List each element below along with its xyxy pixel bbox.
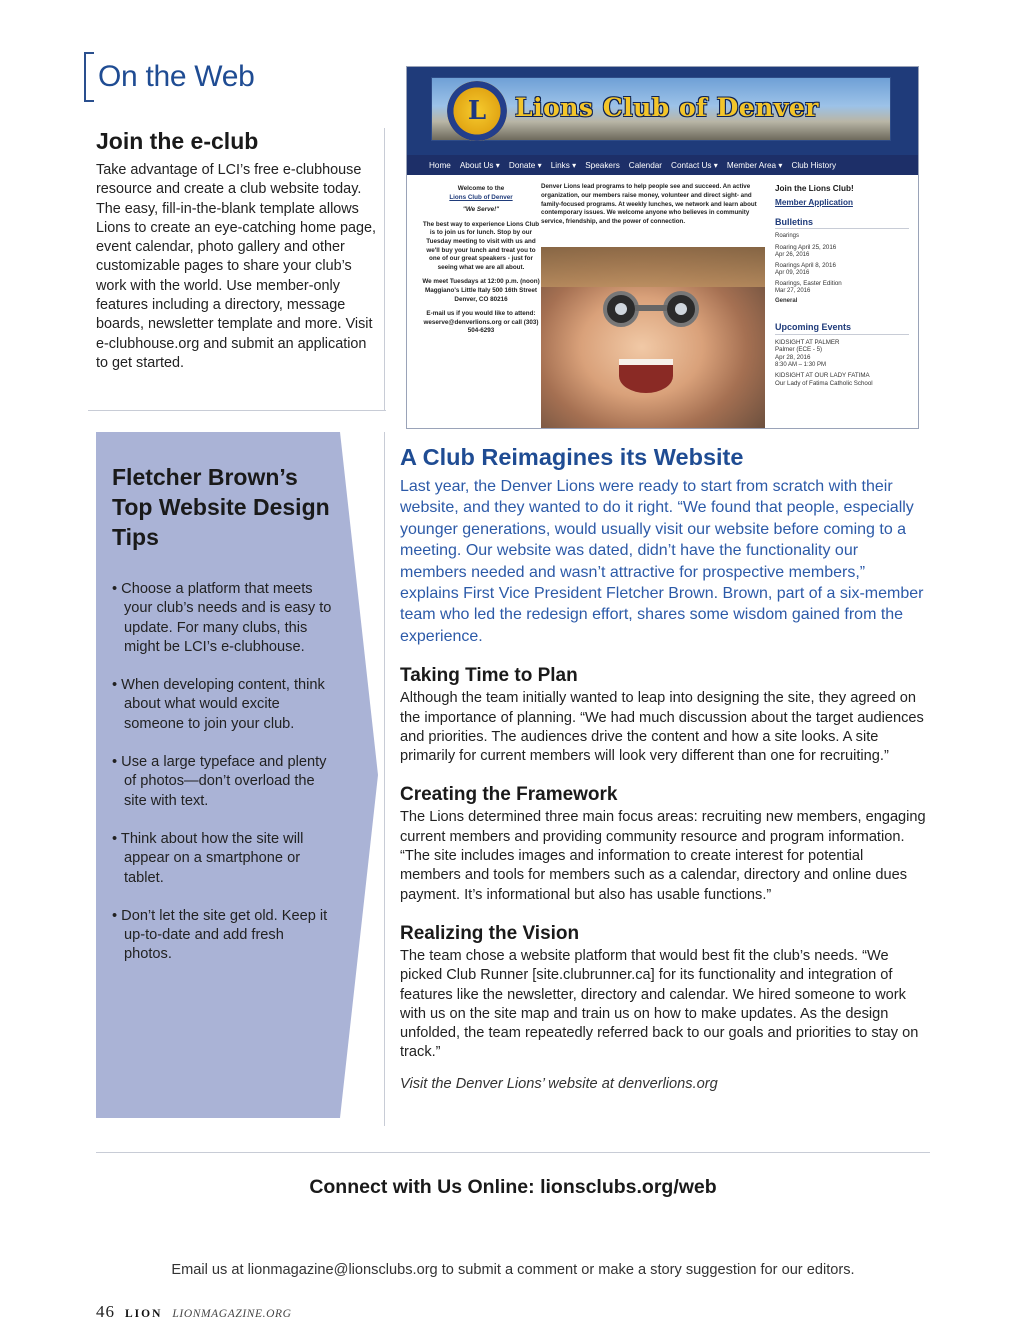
trial-frame-glasses [591, 289, 711, 329]
nav-speakers: Speakers [585, 160, 620, 170]
bulletin-item: Roaring April 25, 2016 [775, 243, 837, 251]
website-body [407, 175, 918, 429]
website-screenshot [406, 66, 919, 429]
magazine-url: LIONMAGAZINE.ORG [172, 1308, 292, 1320]
paragraph-framework: The Lions determined three main focus areas: recruiting new members, engaging current members and providing community resource and program information. “The site includes images and information to create interest for potential members and tools for members such as a calendar, directory and online dues payment. It’s informational but also has usable functions.” [400, 809, 926, 903]
eclub-body: Take advantage of LCI’s free e-clubhouse resource and create a club website today. The easy, fill-in-the-blank template allows Lions to create an eye-catching home page, event calendar, photo gallery and other customizable pages to share your club’s work with the world. Use member-only features including a directory, message boards, newsletter template and more. Visit e-clubhouse.org and submit an application to get started. [96, 162, 376, 371]
website-club-name: Lions Club of Denver [515, 93, 819, 122]
website-nav [407, 155, 918, 175]
tips-heading: Fletcher Brown’s Top Website Design Tips [112, 464, 330, 550]
nav-club-history: Club History [791, 160, 837, 170]
eclub-heading: Join the e-club [96, 128, 259, 154]
tip-item: • Choose a platform that meets your club’s needs and is easy to update. For many clubs, this might be LCI’s e-clubhouse. [112, 581, 332, 655]
member-application-link: Member Application [775, 197, 853, 207]
tip-item: • When developing content, think about what would excite someone to join your club. [112, 677, 325, 732]
bulletin-item: Roarings [775, 233, 800, 240]
paragraph-planning: Although the team initially wanted to leap into designing the site, they agreed on the importance of planning. “We had much discussion about the target audiences and priorities. The audiences drive the content and how a site looks. A site primarily for current members will look very different than one for recruiting.” [400, 690, 924, 765]
article [400, 444, 928, 1094]
website-intro-text: Denver Lions lead programs to help people see and succeed. An active organization, our members raise money, volunteer and direct sight- and family-focused programs. At weekly lunches, we network and learn about contemporary issues. We welcome anyone who believes in community service, friendship, and the power of connection. [541, 183, 757, 226]
tip-item: • Think about how the site will appear on a smartphone or tablet. [112, 830, 304, 886]
child-eye-exam-photo [541, 247, 765, 429]
nav-contact: Contact Us ▾ [671, 161, 718, 170]
tip-item: • Use a large typeface and plenty of photos—don’t overload the site with text. [112, 754, 327, 809]
bulletin-item: Apr 09, 2016 [775, 269, 810, 276]
club-link: Lions Club of Denver [449, 193, 513, 201]
bulletin-item: Apr 26, 2016 [775, 251, 810, 258]
tip-item: • Don’t let the site get old. Keep it up-to-date and add fresh photos. [112, 907, 328, 963]
join-heading: Join the Lions Club! [775, 184, 854, 193]
subhead-framework: Creating the Framework [400, 784, 618, 806]
event-item: KIDSIGHT AT PALMER [775, 338, 840, 346]
event-item: Palmer (ECE - 5) [775, 346, 823, 354]
website-left-column [421, 185, 541, 336]
divider-bottom [96, 1152, 930, 1153]
page-number: 46 [96, 1302, 115, 1321]
contact-text: E-mail us if you would like to attend: weserve@denverlions.org or call (303) 504-6293 [423, 310, 539, 335]
invite-text: The best way to experience Lions Club is to join us for lunch. Stop by our Tuesday meeting to visit with us and we'll buy your lunch and treat you to one of our great speakers - just for seeing what we are all about. [422, 220, 540, 271]
article-heading: A Club Reimagines its Website [400, 444, 744, 470]
bulletins-heading: Bulletins [775, 219, 909, 230]
section-title: On the Web [98, 60, 255, 93]
event-item: 8:30 AM – 1:30 PM [775, 362, 827, 368]
nav-about: About Us ▾ [459, 161, 500, 170]
divider-eclub [88, 410, 386, 411]
lions-logo: L [447, 81, 507, 141]
event-item: Our Lady of Fatima Catholic School [775, 380, 873, 388]
section-header [84, 52, 255, 102]
connect-online: Connect with Us Online: lionsclubs.org/web [309, 1176, 717, 1198]
nav-member-area: Member Area ▾ [726, 161, 783, 170]
divider-vertical-top [384, 128, 385, 410]
subhead-planning: Taking Time to Plan [400, 665, 578, 687]
nav-calendar: Calendar [628, 160, 663, 170]
website-right-column [775, 185, 909, 388]
bulletin-item: Roarings April 8, 2016 [775, 262, 836, 269]
bracket-decoration [84, 52, 94, 102]
event-item: KIDSIGHT AT OUR LADY FATIMA [775, 372, 870, 380]
event-item: Apr 28, 2016 [775, 354, 811, 362]
subhead-vision: Realizing the Vision [400, 922, 580, 944]
paragraph-vision: The team chose a website platform that would best fit the club’s needs. “We picked Club Runner [site.clubrunner.ca] for its functionality and integration of features like the newsletter, directory and calendar. We hired someone to work with us on the site map and train us on how to make updates. As the design unfolded, the team repeatedly referred back to our goals and priorities to stay on track.” [400, 947, 919, 1061]
divider-vertical-main [384, 432, 385, 1126]
meeting-text: We meet Tuesdays at 12:00 p.m. (noon) Maggiano's Little Italy 500 16th Street Denver, CO 80216 [422, 278, 540, 303]
nav-links: Links ▾ [550, 161, 577, 170]
visit-note: Visit the Denver Lions’ website at denverlions.org [400, 1075, 718, 1092]
page-footer [96, 1302, 292, 1322]
magazine-name: LION [125, 1308, 163, 1320]
bulletin-item: General [775, 298, 798, 305]
tips-panel [96, 432, 378, 1118]
nav-donate: Donate ▾ [508, 161, 542, 170]
motto: "We Serve!" [462, 206, 500, 214]
eclub-block [96, 128, 376, 373]
tips-content [112, 462, 332, 984]
article-intro: Last year, the Denver Lions were ready to start from scratch with their website, and they wanted to do it right. “We found that people, especially younger generations, would usually visit our website before coming to a meeting. Our website was dated, didn’t have the functionality our members needed and wasn’t attractive for prospective members,” explains First Vice President Fletcher Brown. Brown, part of a six-member team who led the redesign effort, shares some wisdom gained from the experience. [400, 478, 924, 645]
welcome-text: Welcome to the [457, 185, 505, 192]
nav-home: Home [429, 160, 451, 170]
events-heading: Upcoming Events [775, 324, 909, 335]
bulletin-item: Roarings, Easter Edition [775, 280, 842, 288]
website-banner [407, 67, 918, 155]
tips-list [112, 580, 332, 965]
bulletin-item: Mar 27, 2016 [775, 288, 811, 294]
email-note: Email us at lionmagazine@lionsclubs.org to submit a comment or make a story suggestion for our editors. [171, 1262, 855, 1278]
